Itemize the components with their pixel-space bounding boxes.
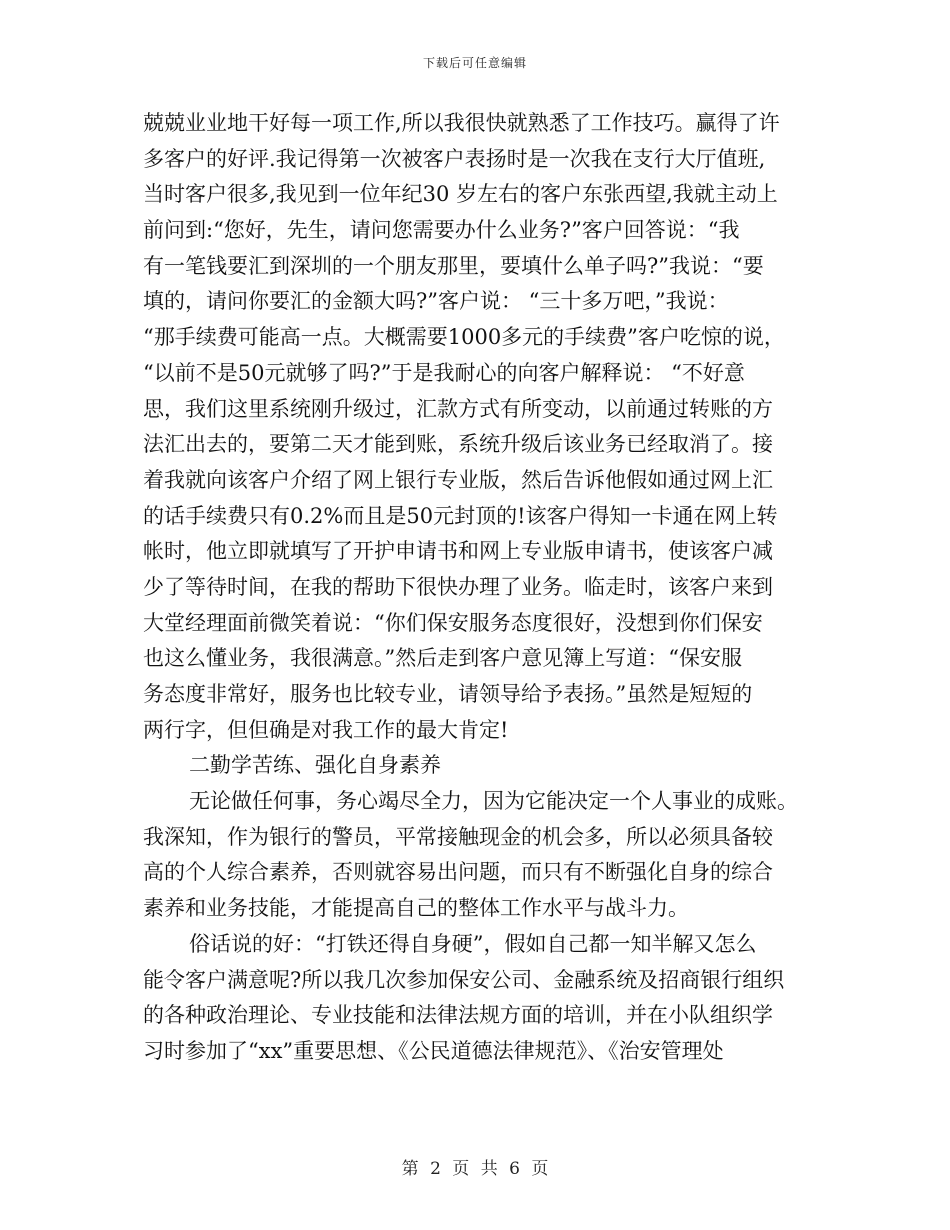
text-line: 有一笔钱要汇到深圳的一个朋友那里，要填什么单子吗?”我说：“要: [143, 253, 764, 278]
text-line: 思，我们这里系统刚升级过，汇款方式有所变动，以前通过转账的方: [143, 396, 773, 421]
section-heading: 二勤学苦练、强化自身素养: [189, 753, 441, 778]
text-line: 习时参加了“xx”重要思想、《公民道德法律规范》、《治安管理处: [143, 1038, 724, 1063]
text-line: 素养和业务技能，才能提高自己的整体工作水平与战斗力。: [143, 896, 689, 921]
text-line: “那手续费可能高一点。大概需要1000多元的手续费”客户吃惊的说，: [143, 325, 785, 350]
text-line: 俗话说的好：“打铁还得自身硬”，假如自己都一知半解又怎么: [189, 931, 757, 956]
text-line: 少了等待时间，在我的帮助下很快办理了业务。临走时，该客户来到: [143, 574, 773, 599]
text-line: 前问到:“您好，先生，请问您需要办什么业务?”客户回答说：“我: [143, 218, 740, 243]
text-line: “以前不是50元就够了吗?”于是我耐心的向客户解释说： “不好意: [143, 360, 745, 385]
text-line: 无论做任何事，务心竭尽全力，因为它能决定一个人事业的成账。: [189, 789, 798, 814]
text-line: 多客户的好评.我记得第一次被客户表扬时是一次我在支行大厅值班,: [143, 146, 766, 171]
text-line: 着我就向该客户介绍了网上银行专业版，然后告诉他假如通过网上汇: [143, 467, 773, 492]
text-line: 帐时，他立即就填写了开护申请书和网上专业版申请书，使该客户减: [143, 539, 773, 564]
text-line: 的话手续费只有0.2%而且是50元封顶的!该客户得知一卡通在网上转: [143, 503, 778, 528]
text-line: 高的个人综合素养，否则就容易出问题，而只有不断强化自身的综合: [143, 860, 773, 885]
document-body: [143, 106, 811, 1070]
text-line: 法汇出去的，要第二天才能到账，系统升级后该业务已经取消了。接: [143, 432, 773, 457]
text-line: 我深知，作为银行的警员，平常接触现金的机会多，所以必须具备较: [143, 824, 773, 849]
text-line: 兢兢业业地干好每一项工作,所以我很快就熟悉了工作技巧。赢得了许: [143, 111, 780, 135]
text-line: 大堂经理面前微笑着说：“你们保安服务态度很好，没想到你们保安: [143, 610, 763, 635]
text-line: 能令客户满意呢?所以我几次参加保安公司、金融系统及招商银行组织: [143, 967, 785, 992]
text-line: 务态度非常好，服务也比较专业，请领导给予表扬。”虽然是短短的: [143, 682, 753, 706]
text-line: 填的，请问你要汇的金额大吗?”客户说： “三十多万吧，”我说：: [143, 289, 729, 314]
text-line: 也这么懂业务，我很满意。”然后走到客户意见簿上写道：“保安服: [143, 646, 742, 671]
page-number: 第 2 页 共 6 页: [401, 1159, 549, 1179]
page-header: 下载后可任意编辑: [422, 56, 527, 70]
text-line: 的各种政治理论、专业技能和法律法规方面的培训，并在小队组织学: [143, 1003, 773, 1028]
text-line: 两行字，但但确是对我工作的最大肯定!: [143, 717, 509, 742]
text-line: 当时客户很多,我见到一位年纪30 岁左右的客户东张西望,我就主动上: [143, 182, 778, 207]
